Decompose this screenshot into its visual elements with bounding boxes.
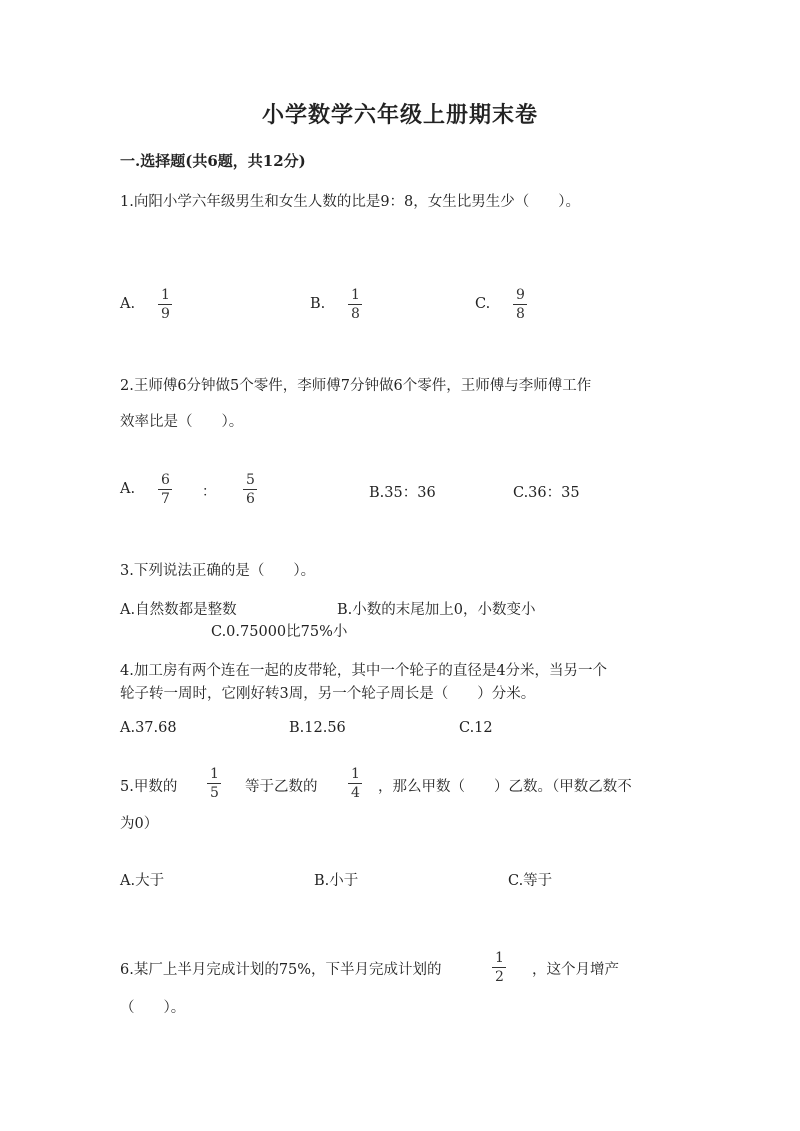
q3-option-b: B.小数的末尾加上0，小数变小 xyxy=(337,602,536,618)
denominator: 7 xyxy=(161,491,170,507)
numerator: 1 xyxy=(351,287,360,303)
q5-option-c: C.等于 xyxy=(508,873,553,889)
denominator: 5 xyxy=(210,785,219,801)
q5-option-a: A.大于 xyxy=(120,873,165,889)
denominator: 4 xyxy=(351,785,360,801)
numerator: 1 xyxy=(495,950,504,966)
q4-option-b: B.12.56 xyxy=(289,720,346,736)
q2-option-a-fraction-1 xyxy=(158,472,173,507)
question-5-part-2: 等于乙数的 xyxy=(245,779,318,795)
question-5-part-1: 5.甲数的 xyxy=(120,779,178,795)
fraction-bar xyxy=(348,304,362,305)
question-1-text: 1.向阳小学六年级男生和女生人数的比是9：8，女生比男生少（ ）。 xyxy=(120,194,581,210)
question-4-line-1: 4.加工房有两个连在一起的皮带轮，其中一个轮子的直径是4分米，当另一个 xyxy=(120,663,608,679)
question-6-part-1: 6.某厂上半月完成计划的75%，下半月完成计划的 xyxy=(120,962,442,978)
q1-option-b-label: B. xyxy=(310,296,326,312)
q2-option-c: C.36：35 xyxy=(513,485,580,501)
denominator: 9 xyxy=(161,306,170,322)
fraction-bar xyxy=(513,304,527,305)
q2-option-b: B.35：36 xyxy=(369,485,436,501)
question-3-text: 3.下列说法正确的是（ ）。 xyxy=(120,563,316,579)
q2-option-a-fraction-2 xyxy=(243,472,258,507)
q5-option-b: B.小于 xyxy=(314,873,359,889)
denominator: 6 xyxy=(246,491,255,507)
fraction-bar xyxy=(492,967,506,968)
q3-option-a: A.自然数都是整数 xyxy=(120,602,237,618)
q2-option-a-separator: ： xyxy=(202,484,216,500)
numerator: 1 xyxy=(351,766,360,782)
q4-option-a: A.37.68 xyxy=(120,720,177,736)
page-title: 小学数学六年级上册期末卷 xyxy=(261,102,538,128)
q3-option-c: C.0.75000比75%小 xyxy=(211,624,348,640)
question-2-line-2: 效率比是（ ）。 xyxy=(120,414,244,430)
q1-option-c-label: C. xyxy=(475,296,491,312)
denominator: 8 xyxy=(516,306,525,322)
numerator: 1 xyxy=(210,766,219,782)
question-6-part-2: ，这个月增产 xyxy=(532,962,619,978)
fraction-bar xyxy=(158,304,172,305)
question-5-part-3: ，那么甲数（ ）乙数。（甲数乙数不 xyxy=(378,779,632,795)
question-5-line-2: 为0） xyxy=(120,816,159,832)
q5-fraction-2 xyxy=(348,766,363,801)
question-6-line-2: （ ）。 xyxy=(120,1000,186,1016)
q1-option-a-label: A. xyxy=(120,296,136,312)
numerator: 1 xyxy=(161,287,170,303)
q1-option-c-fraction xyxy=(513,287,528,322)
fraction-bar xyxy=(158,489,172,490)
fraction-bar xyxy=(207,783,221,784)
section-heading: 一.选择题(共6题，共12分) xyxy=(120,152,306,170)
numerator: 6 xyxy=(161,472,170,488)
fraction-bar xyxy=(243,489,257,490)
numerator: 9 xyxy=(516,287,525,303)
denominator: 8 xyxy=(351,306,360,322)
numerator: 5 xyxy=(246,472,255,488)
q1-option-b-fraction xyxy=(348,287,363,322)
q2-option-a-label: A. xyxy=(120,481,136,497)
question-4-line-2: 轮子转一周时，它刚好转3周，另一个轮子周长是（ ）分米。 xyxy=(120,686,536,702)
fraction-bar xyxy=(348,783,362,784)
q1-option-a-fraction xyxy=(158,287,173,322)
denominator: 2 xyxy=(495,969,504,985)
q6-fraction xyxy=(492,950,507,985)
question-2-line-1: 2.王师傅6分钟做5个零件，李师傅7分钟做6个零件，王师傅与李师傅工作 xyxy=(120,378,592,394)
q5-fraction-1 xyxy=(207,766,222,801)
q4-option-c: C.12 xyxy=(459,720,493,736)
